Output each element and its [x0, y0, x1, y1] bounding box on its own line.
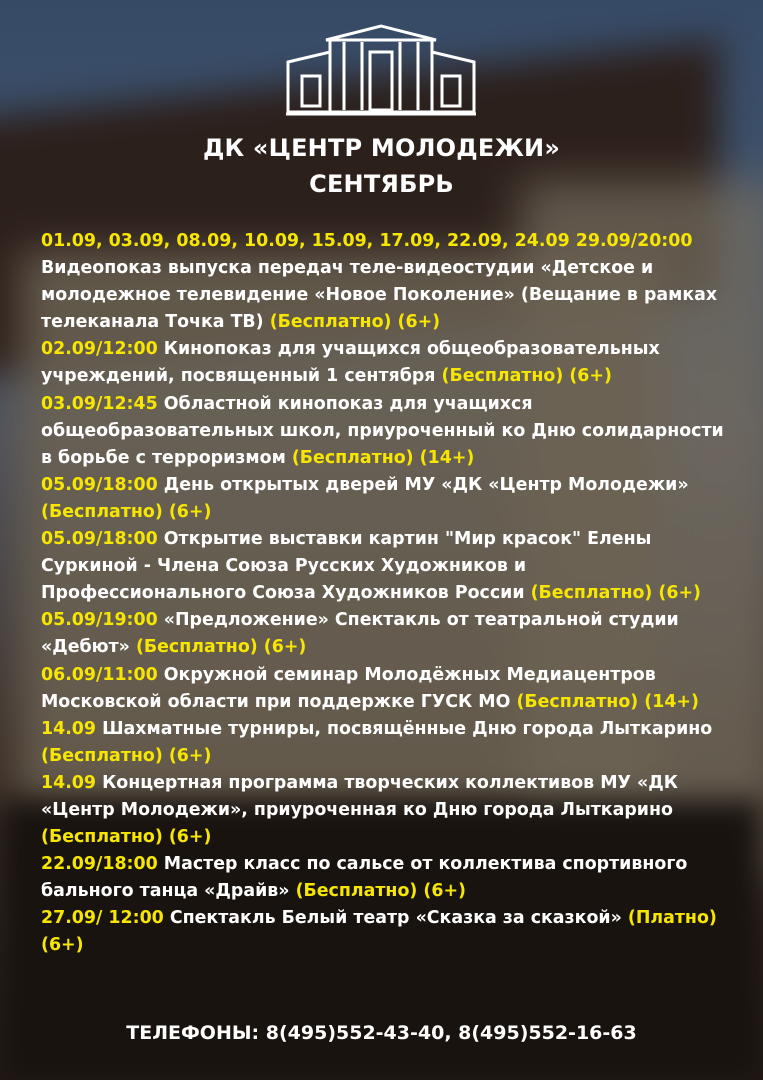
- page-title: ДК «ЦЕНТР МОЛОДЕЖИ»: [202, 134, 561, 162]
- event-date: 02.09/12:00: [41, 339, 158, 360]
- event-text: «Предложение» Спектакль от театральной студии «Дебют»: [41, 610, 679, 658]
- event-price: (Бесплатно) (14+): [291, 447, 475, 468]
- events-list: [41, 228, 731, 960]
- event-date: 05.09/18:00: [41, 529, 158, 550]
- list-item: [41, 526, 731, 607]
- list-item: [41, 391, 731, 472]
- event-date: 05.09/19:00: [41, 610, 158, 631]
- event-price: (Бесплатно) (6+): [135, 637, 307, 658]
- event-text: Мастер класс по сальсе от коллектива спортивного бального танца «Драйв»: [41, 854, 688, 902]
- event-date: 22.09/18:00: [41, 854, 158, 875]
- event-text: Кинопоказ для учащихся общеобразовательных учреждений, посвященный 1 сентября: [41, 339, 660, 387]
- event-price: (Бесплатно) (6+): [441, 366, 612, 387]
- event-price: (Платно) (6+): [41, 908, 717, 956]
- event-text: Областной кинопоказ для учащихся общеобразовательных школ, приуроченный ко Дню солидарности в борьбе с терроризмом: [41, 393, 724, 468]
- event-text: Спектакль Белый театр «Сказка за сказкой»: [163, 908, 628, 929]
- month-subtitle: СЕНТЯБРЬ: [309, 170, 454, 198]
- event-text: Концертная программа творческих коллективов МУ «ДК «Центр Молодежи», приуроченная ко Дню города Лыткарино: [41, 772, 678, 820]
- event-date: 14.09: [41, 772, 97, 793]
- list-item: [41, 607, 731, 661]
- list-item: [41, 228, 731, 336]
- building-columns-icon: [286, 22, 476, 118]
- event-text: Видеопоказ выпуска передач теле-видеостудии «Детское и молодежное телевидение «Новое Поколение» (Вещание в рамках телеканала Точка ТВ): [41, 258, 718, 333]
- event-date: 14.09: [41, 718, 97, 739]
- event-text: Шахматные турниры, посвящённые Дню города Лыткарино: [96, 718, 713, 739]
- event-text: День открытых дверей МУ «ДК «Центр Молодежи»: [157, 474, 689, 495]
- event-price: (Бесплатно) (6+): [41, 745, 212, 766]
- list-item: [41, 905, 731, 959]
- event-date: 01.09, 03.09, 08.09, 10.09, 15.09, 17.09, 22.09, 24.09 29.09/20:00: [41, 231, 693, 251]
- event-price: (Бесплатно) (6+): [269, 312, 441, 333]
- list-item: [41, 662, 731, 716]
- event-date: 06.09/11:00: [41, 664, 158, 685]
- event-price: (Бесплатно) (14+): [516, 691, 699, 712]
- list-item: [41, 472, 731, 526]
- list-item: [41, 716, 731, 770]
- list-item: [41, 770, 731, 851]
- list-item: [41, 851, 731, 905]
- event-date: 27.09/ 12:00: [41, 908, 164, 929]
- list-item: [41, 336, 731, 390]
- phones-footer: ТЕЛЕФОНЫ: 8(495)552-43-40, 8(495)552-16-63: [126, 1022, 637, 1044]
- event-date: 03.09/12:45: [41, 393, 158, 414]
- event-price: (Бесплатно) (6+): [41, 827, 212, 848]
- event-price: (Бесплатно) (6+): [295, 881, 466, 902]
- event-date: 05.09/18:00: [41, 474, 158, 495]
- event-price: (Бесплатно) (6+): [530, 583, 702, 604]
- event-text: Открытие выставки картин "Мир красок" Елены Суркиной - Члена Союза Русских Художников и Профессионального Союза Художников России: [41, 529, 652, 604]
- event-text: Окружной семинар Молодёжных Медиацентров Московской области при поддержке ГУСК МО: [41, 664, 656, 712]
- event-price: (Бесплатно) (6+): [41, 501, 212, 522]
